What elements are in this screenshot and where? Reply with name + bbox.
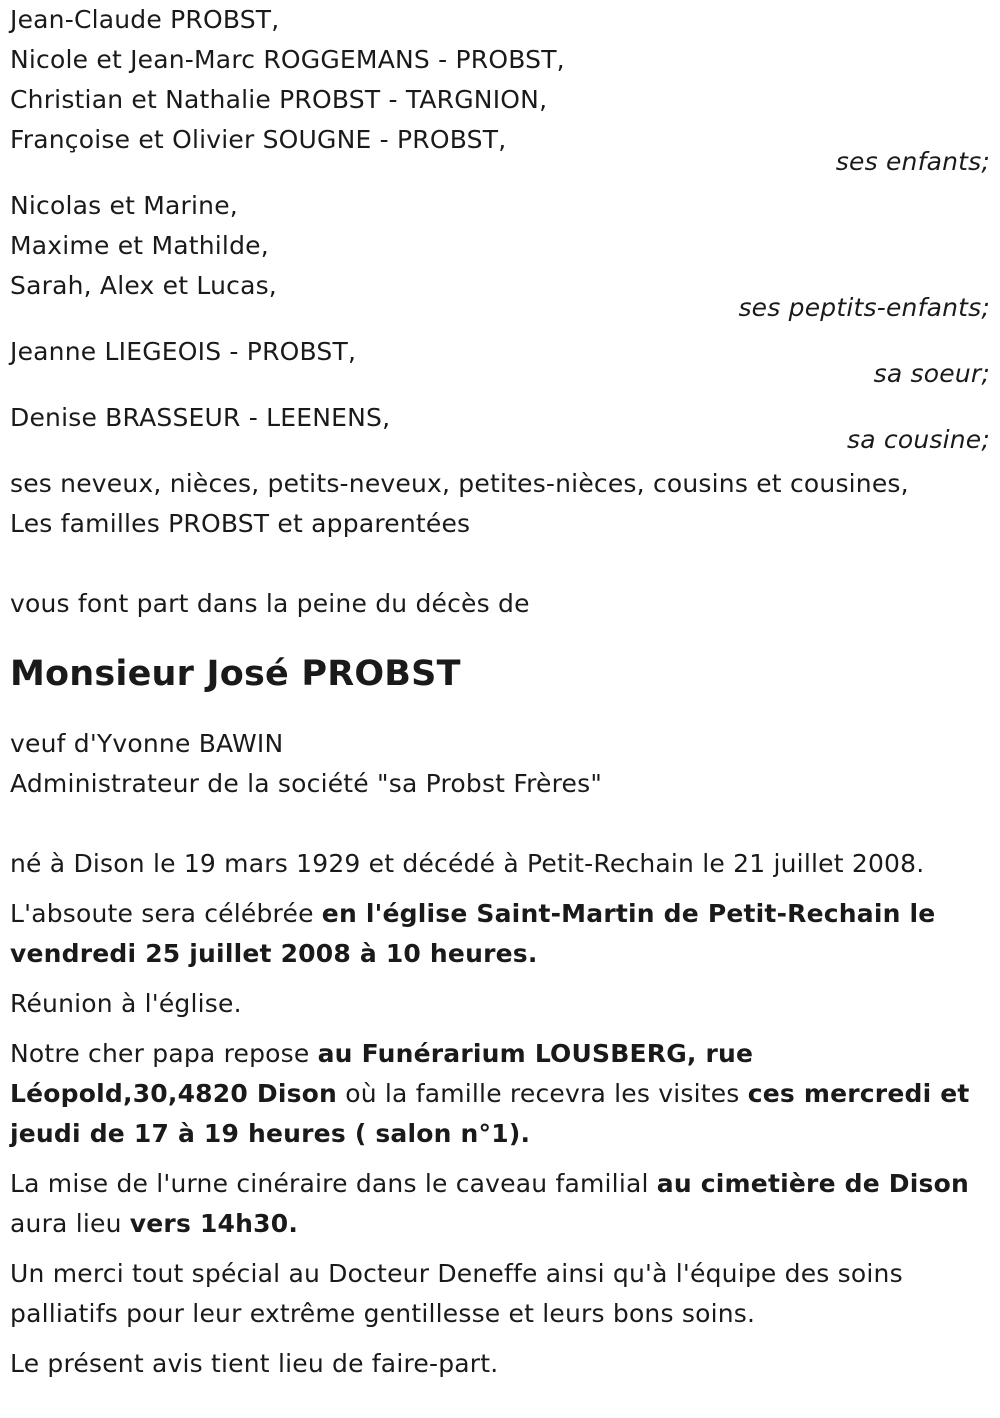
grandchild-line: Nicolas et Marine, [10,191,238,220]
detail-line: veuf d'Yvonne BAWIN [10,729,284,758]
sister-role: sa soeur; [873,359,990,388]
funeral-text-1: Notre cher papa repose [10,1039,318,1068]
urn-paragraph [10,1164,990,1244]
urn-time: vers 14h30. [129,1209,299,1238]
urn-text-2: aura lieu [10,1209,130,1238]
urn-text-1: La mise de l'urne cinéraire dans le caveau familial [10,1169,657,1198]
ceremony-details: en l'église Saint-Martin de Petit-Rechain le vendredi 25 juillet 2008 à 10 heures. [10,899,936,968]
child-line: Jean-Claude PROBST, [10,5,280,34]
thanks-paragraph: Un merci tout spécial au Docteur Deneffe ainsi qu'à l'équipe des soins palliatifs pour leur extrême gentillesse et leurs bons soins. [10,1259,903,1328]
cousin-line: Denise BRASSEUR - LEENENS, [10,403,391,432]
child-line: Françoise et Olivier SOUGNE - PROBST, [10,125,507,154]
grandchildren-role: ses peptits-enfants; [738,293,990,322]
detail-line: Administrateur de la société "sa Probst Frères" [10,769,603,798]
relatives-line: ses neveux, nièces, petits-neveux, petites-nièces, cousins et cousines, [10,469,909,498]
announcement: vous font part dans la peine du décès de [10,589,530,618]
sister-line: Jeanne LIEGEOIS - PROBST, [10,337,357,366]
children-role: ses enfants; [835,147,990,176]
cousin-role: sa cousine; [847,425,990,454]
child-line: Nicole et Jean-Marc ROGGEMANS - PROBST, [10,45,565,74]
reunion: Réunion à l'église. [10,989,242,1018]
closing-line: Le présent avis tient lieu de faire-part. [10,1349,499,1378]
funeral-text-2: où la famille recevra les visites [337,1079,748,1108]
funeral-home-paragraph [10,1034,990,1154]
ceremony-paragraph [10,894,990,974]
cemetery-location: au cimetière de Dison [656,1169,969,1198]
birth-death: né à Dison le 19 mars 1929 et décédé à Petit-Rechain le 21 juillet 2008. [10,849,925,878]
grandchild-line: Maxime et Mathilde, [10,231,269,260]
relatives-line: Les familles PROBST et apparentées [10,509,471,538]
deceased-name: Monsieur José PROBST [10,654,461,694]
child-line: Christian et Nathalie PROBST - TARGNION, [10,85,548,114]
funeral-home-address: au Funérarium LOUSBERG, rue Léopold,30,4820 Dison [10,1039,754,1108]
ceremony-text: L'absoute sera célébrée [10,899,322,928]
grandchild-line: Sarah, Alex et Lucas, [10,271,277,300]
visiting-hours: ces mercredi et jeudi de 17 à 19 heures ( salon n°1). [10,1079,970,1148]
